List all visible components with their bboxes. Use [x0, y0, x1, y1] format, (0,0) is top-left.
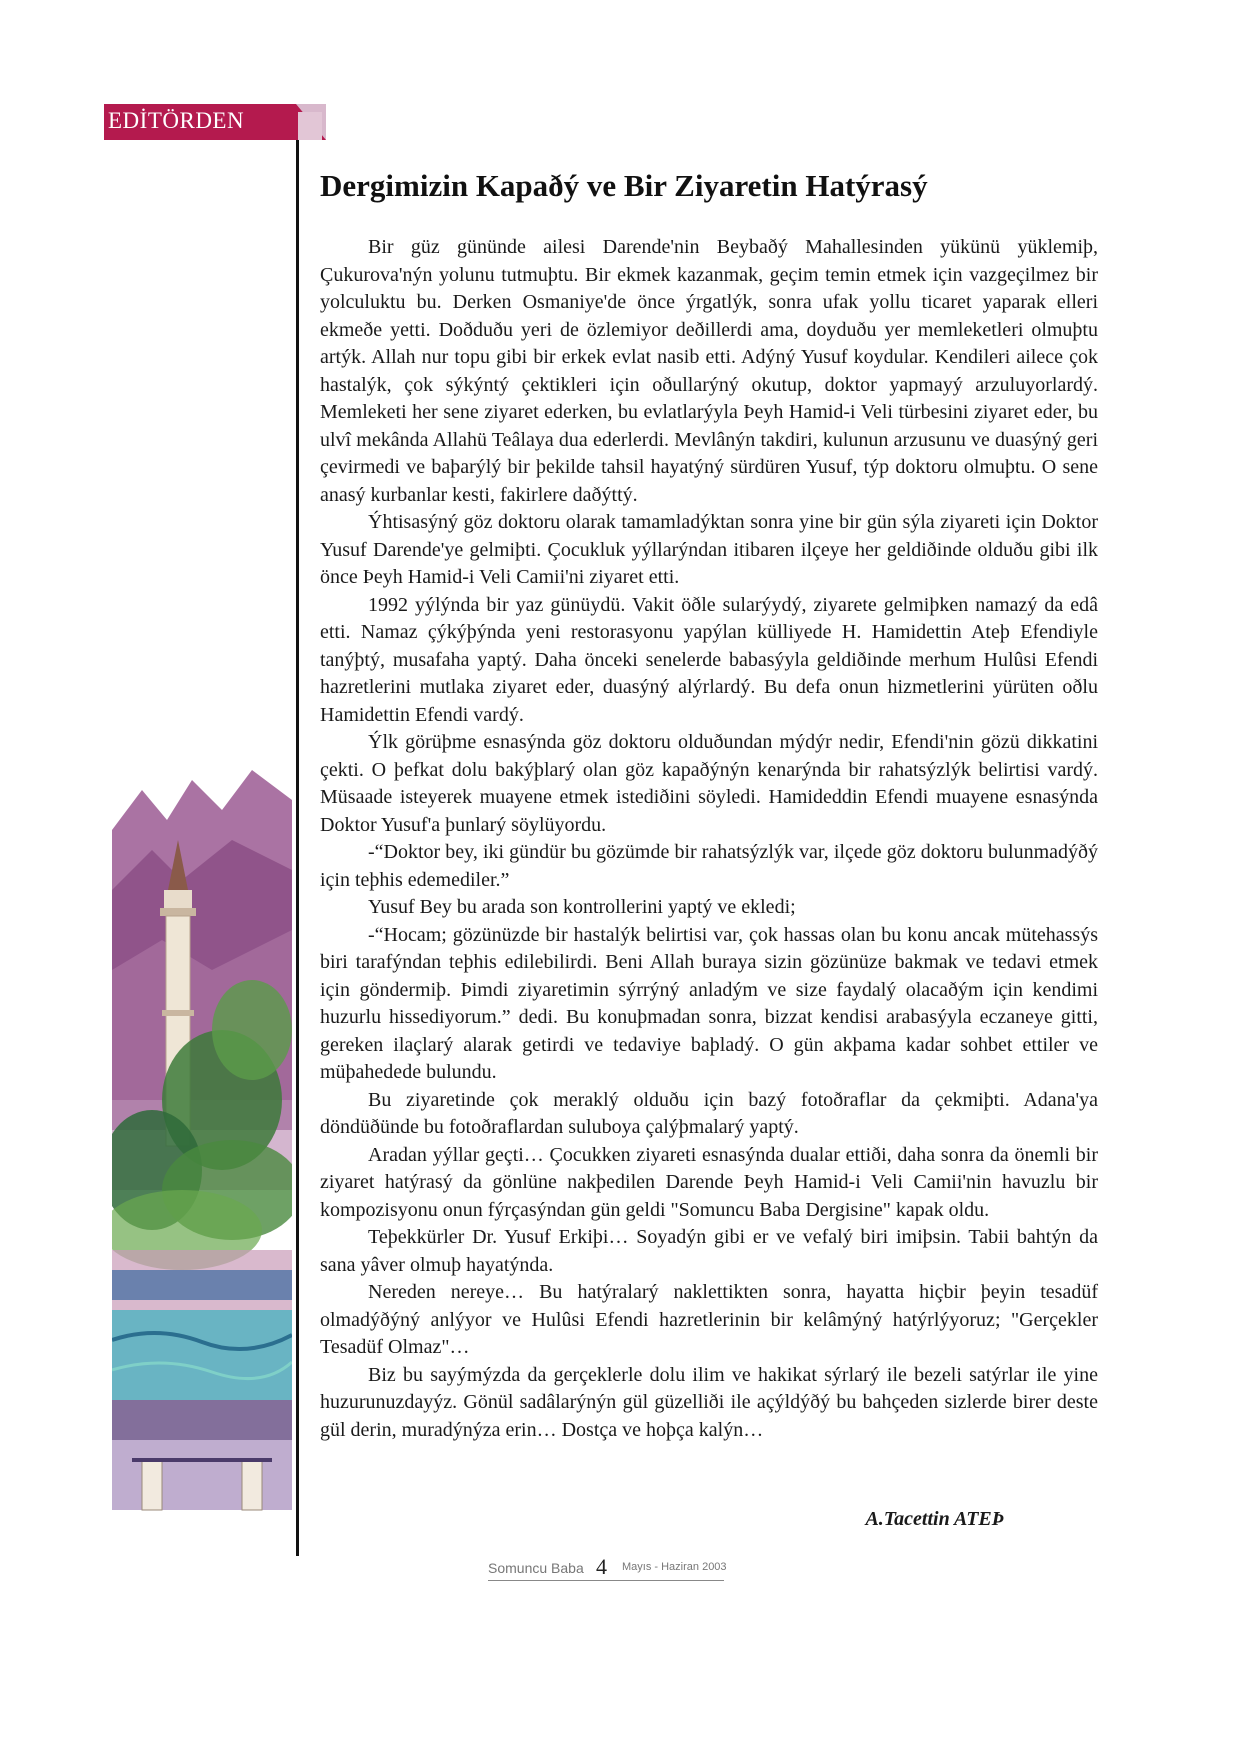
- watercolor-minaret-illustration: [112, 770, 292, 1530]
- paragraph: Ýlk görüþme esnasýnda göz doktoru olduðundan mýdýr nedir, Efendi'nin gözü dikkatini çekti. O þefkat dolu bakýþlarý olan göz kapaðýnýn kenarýnda bir rahatsýzlýk belirtisi vardý. Müsaade isteyerek muayene etmek istediðini söyledi. Hamideddin Efendi muayene esnasýnda Doktor Yusuf'a þunlarý söylüyordu.: [320, 731, 1098, 836]
- paragraph: -“Doktor bey, iki gündür bu gözümde bir rahatsýzlýk var, ilçede göz doktoru bulunmadýðý için teþhis edemediler.”: [320, 841, 1098, 891]
- paragraph: -“Hocam; gözünüzde bir hastalýk belirtisi var, çok hassas olan bu konu ancak mütehassýs biri tarafýndan teþhis edilebilirdi. Beni Allah buraya sizin gözünüze bakmak ve tedavi etmek için göndermiþ. Þimdi ziyaretimin sýrrýný anladým ve size faydalý olacaðým için kendimi huzurlu hissediyorum.” dedi. Bu konuþmadan sonra, bizzat kendisi arabasýyla eczaneye gitti, gereken ilaçlarý alarak getirdi ve tedaviye baþladý. O gün akþama kadar sohbet ettiler ve müþahedede bulundu.: [320, 923, 1098, 1083]
- author-signature: A.Tacettin ATEÞ: [865, 1508, 1004, 1530]
- paragraph: Biz bu sayýmýzda da gerçeklerle dolu ilim ve hakikat sýrlarý ile bezeli satýrlar ile yine huzurunuzdayýz. Gönül sadâlarýnýn gül güzelliði ile açýldýðý bu bahçeden sizlerde birer deste gül derin, muradýnýza erin… Dostça ve hoþça kalýn…: [320, 1363, 1098, 1441]
- page-number: 4: [596, 1554, 607, 1579]
- paragraph: Aradan yýllar geçti… Çocukken ziyareti esnasýnda dualar ettiði, daha sonra da önemli bir ziyaret hatýrasý da gönlüne nakþedilen Darende Þeyh Hamid-i Veli Camii'nin havuzlu bir kompozisyonu onun fýrçasýndan gün geldi "Somuncu Baba Dergisine" kapak oldu.: [320, 1143, 1098, 1221]
- article-title: Dergimizin Kapaðý ve Bir Ziyaretin Hatýrasý: [320, 168, 928, 203]
- footer-issue-date: Mayıs - Haziran 2003: [622, 1561, 727, 1573]
- paragraph: Bir güz gününde ailesi Darende'nin Beybaðý Mahallesinden yükünü yüklemiþ, Çukurova'nýn yolunu tutmuþtu. Bir ekmek kazanmak, geçim temin etmek için vazgeçilmez bir yolculuktu bu. Derken Osmaniye'de önce ýrgatlýk, sonra ufak yollu ticaret yaparak elleri ekmeðe yetti. Doðduðu yeri de özlemiyor deðillerdi ama, doyduðu yer memleketleri olmuþtu artýk. Allah nur topu gibi bir erkek evlat nasib etti. Adýný Yusuf koydular. Kendileri ailece çok hastalýk, çok sýkýntý çektikleri için oðullarýný okutup, doktor yapmayý arzuluyorlardý. Memleketi her sene ziyaret ederken, bu evlatlarýyla Þeyh Hamid-i Veli türbesini ziyaret eder, bu ulvî mekânda Allahü Teâlaya dua ederlerdi. Mevlânýn takdiri, kulunun arzusunu ve duasýný geri çevirmedi ve baþarýlý bir þekilde tahsil hayatýný sürdüren Yusuf, týp doktoru olmuþtu. O sene anasý kurbanlar kesti, fakirlere daðýttý.: [320, 236, 1098, 506]
- paragraph: 1992 yýlýnda bir yaz günüydü. Vakit öðle sularýydý, ziyarete gelmiþken namazý da edâ etti. Namaz çýkýþýnda yeni restorasyonu yapýlan külliyede H. Hamidettin Ateþ Efendiyle tanýþtý, musafaha yaptý. Daha önceki senelerde babasýyla geldiðinde merhum Hulûsi Efendi hazretlerini mutlaka ziyaret eder, duasýný alýrlardý. Bu defa onun hizmetlerini yürüten oðlu Hamidettin Efendi vardý.: [320, 593, 1098, 726]
- section-tag-square: [298, 112, 322, 140]
- article-body: [320, 234, 1098, 1444]
- footer-magazine-name: Somuncu Baba: [488, 1560, 584, 1576]
- paragraph: Yusuf Bey bu arada son kontrollerini yaptý ve ekledi;: [368, 896, 796, 918]
- paragraph: Teþekkürler Dr. Yusuf Erkiþi… Soyadýn gibi er ve vefalý biri imiþsin. Tabii bahtýn da sana yâver olmuþ hayatýnda.: [320, 1226, 1098, 1276]
- section-label: EDİTÖRDEN: [108, 108, 245, 133]
- paragraph: Bu ziyaretinde çok meraklý olduðu için bazý fotoðraflar da çekmiþti. Adana'ya döndüðünde bu fotoðraflardan suluboya çalýþmalarý yaptý.: [320, 1088, 1098, 1138]
- paragraph: Nereden nereye… Bu hatýralarý naklettikten sonra, hayatta hiçbir þeyin tesadüf olmadýðýný anlýyor ve Hulûsi Efendi hazretlerinin bir kelâmýný hatýrlýyoruz; "Gerçekler Tesadüf Olmaz"…: [320, 1281, 1098, 1358]
- section-tag: [104, 104, 326, 140]
- vertical-divider: [296, 140, 299, 1556]
- paragraph: Ýhtisasýný göz doktoru olarak tamamladýktan sonra yine bir gün sýla ziyareti için Doktor Yusuf Darende'ye gelmiþti. Çocukluk yýllarýndan itibaren ilçeye her geldiðinde olduðu gibi ilk önce Þeyh Hamid-i Veli Camii'ni ziyaret etti.: [320, 511, 1098, 588]
- footer-rule: [488, 1580, 724, 1581]
- page-footer: [488, 1552, 748, 1582]
